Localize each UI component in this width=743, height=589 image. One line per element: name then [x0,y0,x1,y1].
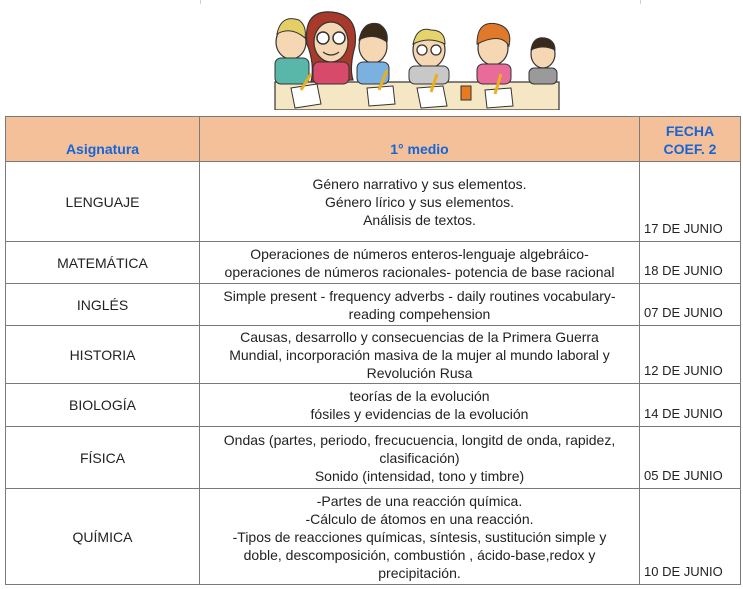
content-line: Género lírico y sus elementos. [324,193,515,210]
content-cell [200,326,640,384]
table-row [6,384,741,427]
content-line: Sonido (intensidad, tono y timbre) [314,467,525,484]
content-line: reading compehension [348,305,491,322]
content-line: Revolución Rusa [366,364,473,381]
students-cartoon-illustration [271,4,563,110]
content-line: -Partes de una reacción química. [316,492,523,509]
content-cell [200,162,640,242]
table-row [6,242,741,284]
content-line: precipitación. [378,564,461,581]
subject-cell: BIOLOGÍA [6,384,200,427]
date-cell: 07 DE JUNIO [640,284,741,326]
content-cell [200,384,640,427]
table-row [6,326,741,384]
content-line: doble, descomposición, combustión , ácido-base,redox y [243,546,596,563]
content-line: teorías de la evolución [349,388,490,404]
header-level: 1° medio [200,117,640,162]
content-line: Análisis de textos. [363,211,476,228]
subject-cell: LENGUAJE [6,162,200,242]
header-date [640,117,741,162]
subject-cell: QUÍMICA [6,489,200,585]
content-line: -Cálculo de átomos en una reacción. [305,510,534,527]
subject-cell: MATEMÁTICA [6,242,200,284]
table-row [6,427,741,489]
date-cell: 18 DE JUNIO [640,242,741,284]
grid-line [640,0,641,4]
exam-schedule-table [5,116,741,585]
content-line: Simple present - frequency adverbs - daily routines vocabulary- [223,287,616,304]
header-subject: Asignatura [6,117,200,162]
content-line: operaciones de números racionales- potencia de base racional [224,263,615,280]
header-date-line1: FECHA [665,123,715,139]
date-cell: 05 DE JUNIO [640,427,741,489]
content-line: Causas, desarrollo y consecuencias de la Primera Guerra [240,328,599,345]
header-date-line2: COEF. 2 [663,141,717,157]
date-cell: 17 DE JUNIO [640,162,741,242]
table-row [6,489,741,585]
content-cell [200,489,640,585]
table-header-row [6,117,741,162]
subject-cell: FÍSICA [6,427,200,489]
content-cell [200,242,640,284]
content-line: fósiles y evidencias de la evolución [310,406,529,422]
date-cell: 10 DE JUNIO [640,489,741,585]
subject-cell: HISTORIA [6,326,200,384]
content-cell [200,427,640,489]
content-line: clasificación) [379,449,460,466]
table-row [6,162,741,242]
content-line: Ondas (partes, periodo, frecucuencia, longitd de onda, rapidez, [223,431,616,448]
subject-cell: INGLÉS [6,284,200,326]
date-cell: 12 DE JUNIO [640,326,741,384]
content-line: Género narrativo y sus elementos. [312,175,527,192]
content-line: Operaciones de números enteros-lenguaje algebráico- [250,245,589,262]
table-row [6,284,741,326]
content-line: -Tipos de reacciones químicas, síntesis, sustitución simple y [232,528,607,545]
content-cell [200,284,640,326]
date-cell: 14 DE JUNIO [640,384,741,427]
grid-line [200,0,201,4]
content-line: Mundial, incorporación masiva de la mujer al mundo laboral y [229,346,610,363]
